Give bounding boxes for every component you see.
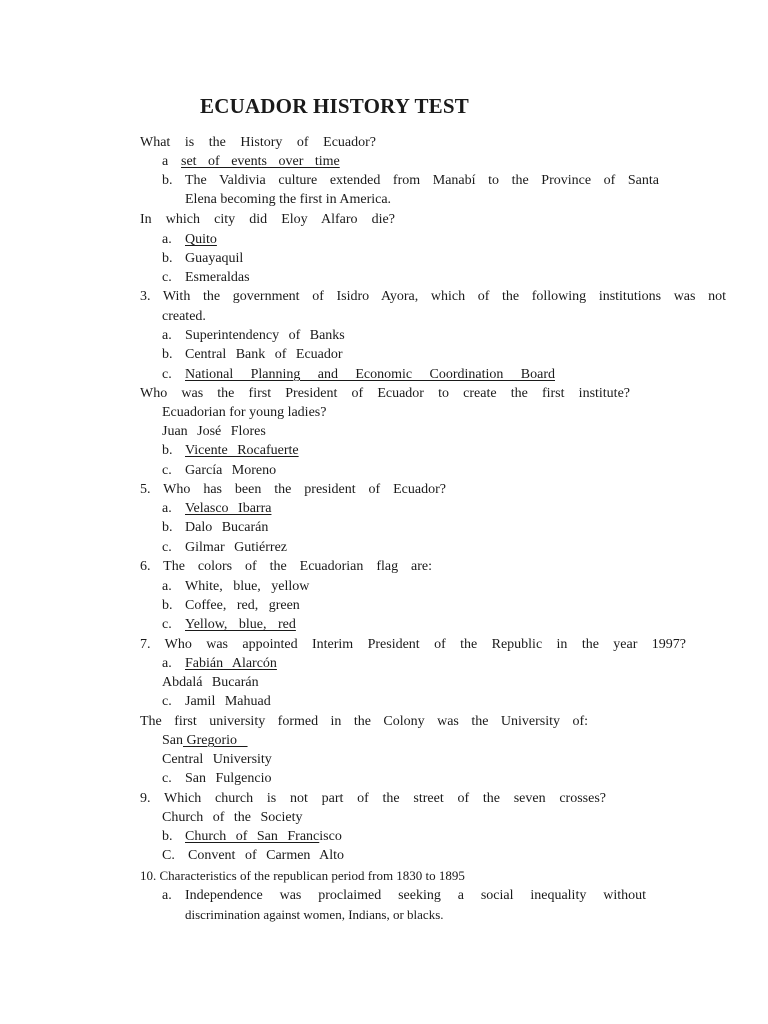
q10-option-a: Independence was proclaimed seeking a social inequality without [185,888,646,903]
q4-option-c: García Moreno [185,463,277,478]
q1-option-b-cont: Elena becoming the first in America. [185,192,392,207]
q1-option-b: The Valdivia culture extended from Manabí to the Province of Santa [185,173,659,188]
q1-option-b-marker: b. [162,173,173,188]
q7-option-a: Fabián Alarcón [185,656,277,671]
q9-option-c: Convent of Carmen Alto [188,848,345,863]
q10-option-a-marker: a. [162,888,172,903]
q8-option-c-marker: c. [162,771,172,786]
question-4: Who was the first President of Ecuador to create the first institute? [140,386,630,401]
page-title: ECUADOR HISTORY TEST [200,94,469,118]
q1-option-a-marker: a [162,154,169,169]
question-2: In which city did Eloy Alfaro die? [140,212,395,227]
q5-option-c: Gilmar Gutiérrez [185,540,288,555]
q8-option-a-answer: Gregorio [183,733,248,748]
q3-option-a: Superintendency of Banks [185,328,345,343]
question-6: 6. The colors of the Ecuadorian flag are: [140,559,432,574]
q6-option-c: Yellow, blue, red [185,617,296,632]
question-3: 3. With the government of Isidro Ayora, which of the following institutions was not [140,289,726,304]
q4-option-b-marker: b. [162,443,173,458]
q2-option-a: Quito [185,232,217,247]
q9-option-b-rest: isco [319,829,342,844]
question-5: 5. Who has been the president of Ecuador? [140,482,446,497]
q7-option-b: Abdalá Bucarán [162,675,259,690]
q6-option-b-marker: b. [162,598,173,613]
q10-option-a-cont: discrimination against women, Indians, or blacks. [185,907,444,922]
q5-option-b-marker: b. [162,520,173,535]
q6-option-a: White, blue, yellow [185,579,310,594]
question-4-cont: Ecuadorian for young ladies? [162,405,327,420]
q3-option-b: Central Bank of Ecuador [185,347,343,362]
q7-option-c: Jamil Mahuad [185,694,271,709]
q2-option-b-marker: b. [162,251,173,266]
q2-option-c: Esmeraldas [185,270,250,285]
q8-option-a-prefix: San [162,733,183,748]
question-10: 10. Characteristics of the republican period from 1830 to 1895 [140,868,465,883]
q6-option-b: Coffee, red, green [185,598,300,613]
q3-option-a-marker: a. [162,328,172,343]
q2-option-a-marker: a. [162,232,172,247]
q9-option-b-underlined: Church of San Franc [185,829,320,844]
q8-option-b: Central University [162,752,272,767]
q5-option-a-marker: a. [162,501,172,516]
question-8: The first university formed in the Colony was the University of: [140,714,588,729]
q1-option-a: set of events over time [181,154,340,169]
q5-option-c-marker: c. [162,540,172,555]
q6-option-a-marker: a. [162,579,172,594]
q3-option-c-marker: c. [162,367,172,382]
q5-option-b: Dalo Bucarán [185,520,269,535]
q5-option-a: Velasco Ibarra [185,501,272,516]
q7-option-c-marker: c. [162,694,172,709]
q9-option-b-marker: b. [162,829,173,844]
q3-option-b-marker: b. [162,347,173,362]
question-7: 7. Who was appointed Interim President of the Republic in the year 1997? [140,637,686,652]
q9-option-b [185,829,342,845]
q9-option-c-marker: C. [162,848,175,863]
question-9: 9. Which church is not part of the street of the seven crosses? [140,791,606,806]
question-1: What is the History of Ecuador? [140,135,376,150]
question-3-cont: created. [162,309,206,324]
q4-option-a: Juan José Flores [162,424,266,439]
q7-option-a-marker: a. [162,656,172,671]
q2-option-b: Guayaquil [185,251,244,266]
q3-option-c: National Planning and Economic Coordination Board [185,367,555,382]
q6-option-c-marker: c. [162,617,172,632]
q8-option-c: San Fulgencio [185,771,272,786]
q9-option-a: Church of the Society [162,810,303,825]
q2-option-c-marker: c. [162,270,172,285]
q4-option-b: Vicente Rocafuerte [185,443,299,458]
q8-option-a [162,733,248,749]
q4-option-c-marker: c. [162,463,172,478]
